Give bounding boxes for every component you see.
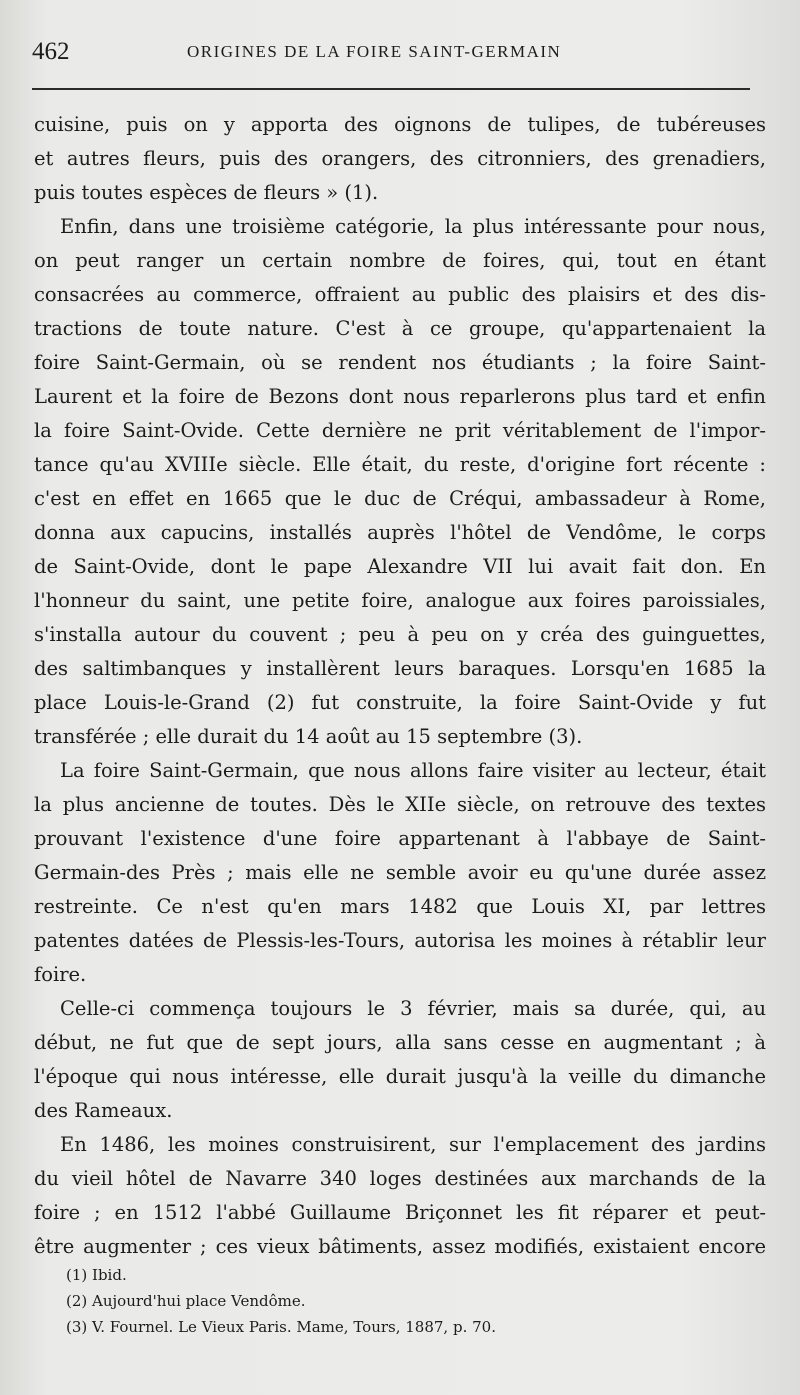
text-line: restreinte. Ce n'est qu'en mars 1482 que Louis XI, par lettres: [34, 895, 766, 918]
text-line: patentes datées de Plessis-les-Tours, autorisa les moines à rétablir leur: [34, 929, 766, 952]
text-line: foire Saint-Germain, où se rendent nos étudiants ; la foire Saint-: [34, 351, 766, 374]
text-line: l'époque qui nous intéresse, elle durait jusqu'à la veille du dimanche: [34, 1065, 766, 1088]
text-line: de Saint-Ovide, dont le pape Alexandre VII lui avait fait don. En: [34, 555, 766, 578]
text-line: Germain-des Près ; mais elle ne semble avoir eu qu'une durée assez: [34, 861, 766, 884]
header-rule: [32, 88, 750, 90]
text-line: début, ne fut que de sept jours, alla sans cesse en augmentant ; à: [34, 1031, 766, 1054]
text-line: foire ; en 1512 l'abbé Guillaume Briçonnet les fit réparer et peut-: [34, 1201, 766, 1224]
text-line: être augmenter ; ces vieux bâtiments, assez modifiés, existaient encore: [34, 1235, 766, 1258]
text-line: l'honneur du saint, une petite foire, analogue aux foires paroissiales,: [34, 589, 766, 612]
text-line: Laurent et la foire de Bezons dont nous reparlerons plus tard et enfin: [34, 385, 766, 408]
text-line: place Louis-le-Grand (2) fut construite, la foire Saint-Ovide y fut: [34, 691, 766, 714]
text-line: La foire Saint-Germain, que nous allons faire visiter au lecteur, était: [60, 759, 766, 782]
text-line: des saltimbanques y installèrent leurs baraques. Lorsqu'en 1685 la: [34, 657, 766, 680]
text-line: Celle-ci commença toujours le 3 février, mais sa durée, qui, au: [60, 997, 766, 1020]
text-line: Enfin, dans une troisième catégorie, la plus intéressante pour nous,: [60, 215, 766, 238]
text-line: du vieil hôtel de Navarre 340 loges destinées aux marchands de la: [34, 1167, 766, 1190]
text-line: s'installa autour du couvent ; peu à peu on y créa des guinguettes,: [34, 623, 766, 646]
text-line: la plus ancienne de toutes. Dès le XIIe siècle, on retrouve des textes: [34, 793, 766, 816]
text-line: En 1486, les moines construisirent, sur l'emplacement des jardins: [60, 1133, 766, 1156]
text-line: consacrées au commerce, offraient au public des plaisirs et des dis-: [34, 283, 766, 306]
text-line: des Rameaux.: [34, 1099, 173, 1122]
text-line: cuisine, puis on y apporta des oignons de tulipes, de tubéreuses: [34, 113, 766, 136]
body-text: [34, 108, 766, 1264]
footnote: (2) Aujourd'hui place Vendôme.: [66, 1292, 306, 1310]
text-line: prouvant l'existence d'une foire appartenant à l'abbaye de Saint-: [34, 827, 766, 850]
text-line: puis toutes espèces de fleurs » (1).: [34, 181, 379, 204]
text-line: et autres fleurs, puis des orangers, des citronniers, des grenadiers,: [34, 147, 766, 170]
text-line: tance qu'au XVIIIe siècle. Elle était, du reste, d'origine fort récente :: [34, 453, 766, 476]
text-line: donna aux capucins, installés auprès l'hôtel de Vendôme, le corps: [34, 521, 766, 544]
text-line: tractions de toute nature. C'est à ce groupe, qu'appartenaient la: [34, 317, 766, 340]
footnotes: [66, 1262, 746, 1340]
text-line: c'est en effet en 1665 que le duc de Créqui, ambassadeur à Rome,: [34, 487, 766, 510]
text-line: on peut ranger un certain nombre de foires, qui, tout en étant: [34, 249, 766, 272]
text-line: la foire Saint-Ovide. Cette dernière ne prit véritablement de l'impor-: [34, 419, 766, 442]
footnote: (1) Ibid.: [66, 1266, 127, 1284]
footnote: (3) V. Fournel. Le Vieux Paris. Mame, Tours, 1887, p. 70.: [66, 1318, 496, 1336]
text-line: foire.: [34, 963, 87, 986]
text-line: transférée ; elle durait du 14 août au 15 septembre (3).: [34, 725, 583, 748]
running-title: ORIGINES DE LA FOIRE SAINT-GERMAIN: [187, 42, 562, 61]
page-header: [32, 38, 752, 72]
page-number: 462: [32, 38, 70, 65]
